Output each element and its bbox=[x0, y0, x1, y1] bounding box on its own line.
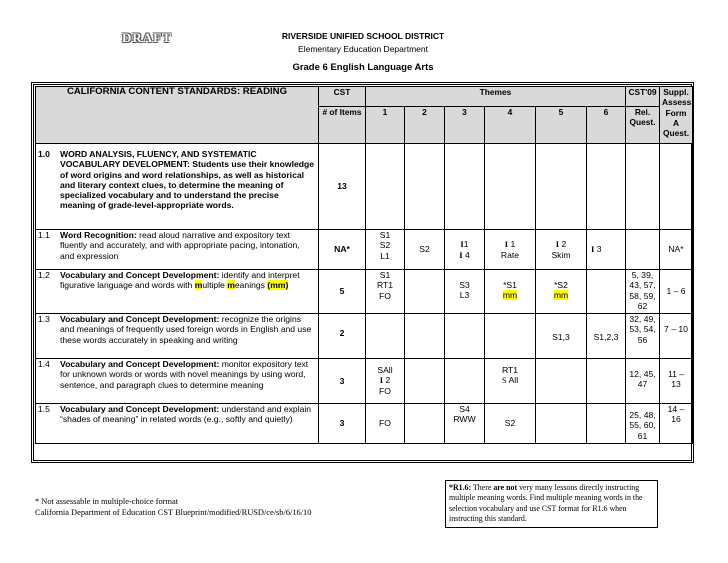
cell-line: *S2 bbox=[554, 280, 568, 290]
cell-line: RWW bbox=[453, 414, 476, 425]
cell-line: *S1 bbox=[503, 280, 517, 290]
rel-quest-cell bbox=[626, 359, 660, 404]
theme-6-cell bbox=[587, 359, 626, 404]
cell-line: L3 bbox=[459, 290, 470, 301]
theme-2-cell: S2 bbox=[405, 230, 445, 270]
theme-3-cell bbox=[445, 270, 485, 314]
form-a-cell: 7 – 10 bbox=[660, 314, 693, 359]
theme-6-cell bbox=[587, 270, 626, 314]
theme-6-cell bbox=[587, 230, 626, 270]
table-row bbox=[36, 404, 693, 444]
theme-4-cell bbox=[485, 314, 536, 359]
r16-note-box bbox=[445, 480, 658, 528]
cell-line: 2 bbox=[383, 375, 391, 386]
row-number: 1.4 bbox=[38, 359, 50, 369]
row-title: Word Recognition: bbox=[60, 230, 137, 240]
cell-line: 1 bbox=[508, 239, 516, 250]
theme-6-cell bbox=[587, 404, 626, 444]
header-row-1 bbox=[36, 87, 693, 107]
theme-4-cell bbox=[485, 230, 536, 270]
cell-line: 58, 59, bbox=[629, 290, 656, 301]
cell-line: 47 bbox=[637, 379, 648, 390]
cell-line: mm bbox=[502, 290, 518, 301]
mark: I bbox=[460, 239, 464, 250]
highlight: m bbox=[194, 280, 203, 291]
row-number: 1.5 bbox=[38, 404, 50, 414]
themes-header: Themes bbox=[366, 87, 626, 107]
cell-line: FO bbox=[379, 290, 391, 301]
row-text: eanings bbox=[234, 280, 268, 291]
theme-3-cell bbox=[445, 404, 485, 444]
cell-line: RT1 bbox=[376, 280, 394, 291]
cell-line: 56 bbox=[637, 334, 648, 345]
table-row bbox=[36, 359, 693, 404]
standards-table bbox=[35, 86, 693, 444]
cell-line: 4 bbox=[462, 249, 470, 260]
cell-line: mm bbox=[553, 290, 569, 301]
row-items: 3 bbox=[319, 404, 366, 444]
standards-header: CALIFORNIA CONTENT STANDARDS: READING bbox=[36, 87, 319, 144]
form-a-cell: 14 – 16 bbox=[660, 404, 693, 444]
cell-line: FO bbox=[379, 385, 391, 396]
cell-line: 53, 54, bbox=[629, 324, 656, 335]
cst09-header: CST'09 bbox=[626, 87, 660, 107]
theme-5-cell bbox=[536, 230, 587, 270]
section-row bbox=[36, 144, 693, 230]
row-items: 3 bbox=[319, 359, 366, 404]
cell-line: SAll bbox=[377, 365, 393, 375]
theme-3-cell bbox=[445, 230, 485, 270]
section-text: WORD ANALYSIS, FLUENCY, AND SYSTEMATIC VOCABULARY DEVELOPMENT: Students use their knowledge of word origins and word relationships, as well as historical and literary context clues, to determine the meaning of specialized vocabulary and to understand the precise meaning of grade-level-appropriate words. bbox=[60, 149, 315, 211]
cell-line: Rate bbox=[500, 249, 520, 260]
cell-line: S1 bbox=[379, 270, 391, 280]
theme-3-cell bbox=[445, 359, 485, 404]
highlight: m bbox=[227, 280, 235, 291]
cell-line: Skim bbox=[551, 249, 571, 260]
cell-line: 2 bbox=[559, 239, 567, 250]
mark: I bbox=[379, 375, 384, 386]
cell-line: 12, 45, bbox=[629, 369, 656, 379]
items-header: # of Items bbox=[319, 107, 366, 144]
theme-1-cell bbox=[366, 230, 405, 270]
cell-line: All bbox=[506, 375, 519, 386]
theme-1-cell bbox=[366, 359, 405, 404]
theme-1-cell bbox=[366, 314, 405, 359]
cell-line: L1 bbox=[380, 250, 390, 261]
table-row bbox=[36, 270, 693, 314]
row-text: identify and interpret figurative language and words with bbox=[60, 270, 300, 291]
row-title: Vocabulary and Concept Development: bbox=[60, 359, 220, 369]
cell-line: 62 bbox=[637, 300, 648, 311]
mark: I bbox=[555, 239, 560, 250]
theme-6-header: 6 bbox=[587, 107, 626, 144]
theme-1-header: 1 bbox=[366, 107, 405, 144]
row-text: read aloud narrative and expository text fluently and accurately, and with appropriate pacing, intonation, and expression bbox=[60, 230, 300, 261]
rel-quest-cell bbox=[626, 404, 660, 444]
theme-5-cell bbox=[536, 404, 587, 444]
mark: I bbox=[459, 249, 463, 260]
note-text: very many lessons directly instructing multiple meaning words. Find multiple meaning words in the selection vocabulary and use CST format for R1.6 when instructing this standard. bbox=[449, 483, 643, 523]
row-number: 1.1 bbox=[38, 230, 50, 240]
theme-3-header: 3 bbox=[445, 107, 485, 144]
theme-2-cell bbox=[405, 314, 445, 359]
row-text: monitor expository text for unknown words or words with novel meanings by using word, sentence, and paragraph clues to determine meaning bbox=[60, 359, 309, 390]
row-number: 1.3 bbox=[38, 314, 50, 324]
mark: I bbox=[591, 244, 595, 255]
note-label: *R1.6: bbox=[449, 483, 472, 492]
note-text: There bbox=[471, 483, 494, 492]
theme-5-header: 5 bbox=[536, 107, 587, 144]
mark: S bbox=[501, 375, 507, 386]
theme-2-cell bbox=[405, 270, 445, 314]
cell-line: 3 bbox=[594, 244, 602, 255]
suppl-form-a-header bbox=[660, 87, 693, 144]
section-items: 13 bbox=[319, 144, 366, 230]
theme-2-cell bbox=[405, 359, 445, 404]
cell-line: 1 bbox=[463, 239, 469, 250]
rel-quest-header: Rel. Quest. bbox=[626, 107, 660, 144]
row-text: understand and explain “shades of meaning” in related words (e.g., softly and quietly) bbox=[60, 404, 312, 425]
theme-5-cell bbox=[536, 359, 587, 404]
cell-line: S1 bbox=[379, 230, 391, 240]
cell-line: S4 bbox=[459, 404, 470, 414]
form-a-cell: 11 – 13 bbox=[660, 359, 693, 404]
theme-5-cell: S1,3 bbox=[536, 314, 587, 359]
theme-1-cell: FO bbox=[366, 404, 405, 444]
row-number: 1.2 bbox=[38, 270, 50, 280]
cell-line: 61 bbox=[637, 430, 648, 441]
theme-2-cell bbox=[405, 404, 445, 444]
row-text: recognize the origins and meanings of frequently used foreign words in English and use these words accurately in speaking and writing bbox=[60, 314, 312, 345]
row-title: Vocabulary and Concept Development: bbox=[60, 314, 220, 324]
suppl-header: Suppl. Assess. bbox=[662, 87, 694, 108]
table-row bbox=[36, 230, 693, 270]
cell-line: S2 bbox=[379, 240, 391, 251]
table-row bbox=[36, 314, 693, 359]
theme-5-cell bbox=[536, 270, 587, 314]
subject-title: Grade 6 English Language Arts bbox=[292, 62, 434, 73]
district-title: RIVERSIDE UNIFIED SCHOOL DISTRICT bbox=[281, 31, 445, 41]
note-emphasis: are not bbox=[493, 483, 518, 492]
cell-line: 25, 48, bbox=[629, 410, 656, 420]
form-a-header: Form A Quest. bbox=[662, 107, 690, 139]
theme-4-cell: S2 bbox=[485, 404, 536, 444]
theme-4-header: 4 bbox=[485, 107, 536, 144]
theme-3-cell bbox=[445, 314, 485, 359]
cell-line: 5, 39, bbox=[631, 270, 654, 280]
row-items: 2 bbox=[319, 314, 366, 359]
cell-line: RT1 bbox=[501, 365, 519, 375]
rel-quest-cell bbox=[626, 230, 660, 270]
row-title: Vocabulary and Concept Development: bbox=[60, 270, 220, 280]
form-a-cell: NA* bbox=[660, 230, 693, 270]
mark: I bbox=[504, 239, 509, 250]
source-line: California Department of Education CST Blueprint/modified/RUSD/ce/sb/6/16/10 bbox=[35, 508, 312, 517]
rel-quest-cell bbox=[626, 270, 660, 314]
theme-1-cell bbox=[366, 270, 405, 314]
cell-line: 55, 60, bbox=[629, 420, 656, 431]
row-items: NA* bbox=[319, 230, 366, 270]
theme-4-cell bbox=[485, 270, 536, 314]
theme-6-cell: S1,2,3 bbox=[587, 314, 626, 359]
theme-4-cell bbox=[485, 359, 536, 404]
form-a-cell: 1 – 6 bbox=[660, 270, 693, 314]
section-number: 1.0 bbox=[38, 149, 50, 159]
draft-watermark: DRAFT bbox=[122, 30, 172, 45]
cst-header: CST bbox=[319, 87, 366, 107]
row-text: ultiple bbox=[202, 280, 228, 291]
footnote: * Not assessable in multiple-choice format bbox=[35, 497, 179, 506]
row-title: Vocabulary and Concept Development: bbox=[60, 404, 220, 414]
rel-quest-cell bbox=[626, 314, 660, 359]
theme-2-header: 2 bbox=[405, 107, 445, 144]
cell-line: S3 bbox=[459, 280, 470, 290]
department-title: Elementary Education Department bbox=[298, 44, 428, 54]
cell-line: 32, 49, bbox=[629, 314, 656, 324]
highlight: (mm) bbox=[267, 280, 289, 291]
row-items: 5 bbox=[319, 270, 366, 314]
cell-line: 43, 57, bbox=[629, 280, 656, 291]
